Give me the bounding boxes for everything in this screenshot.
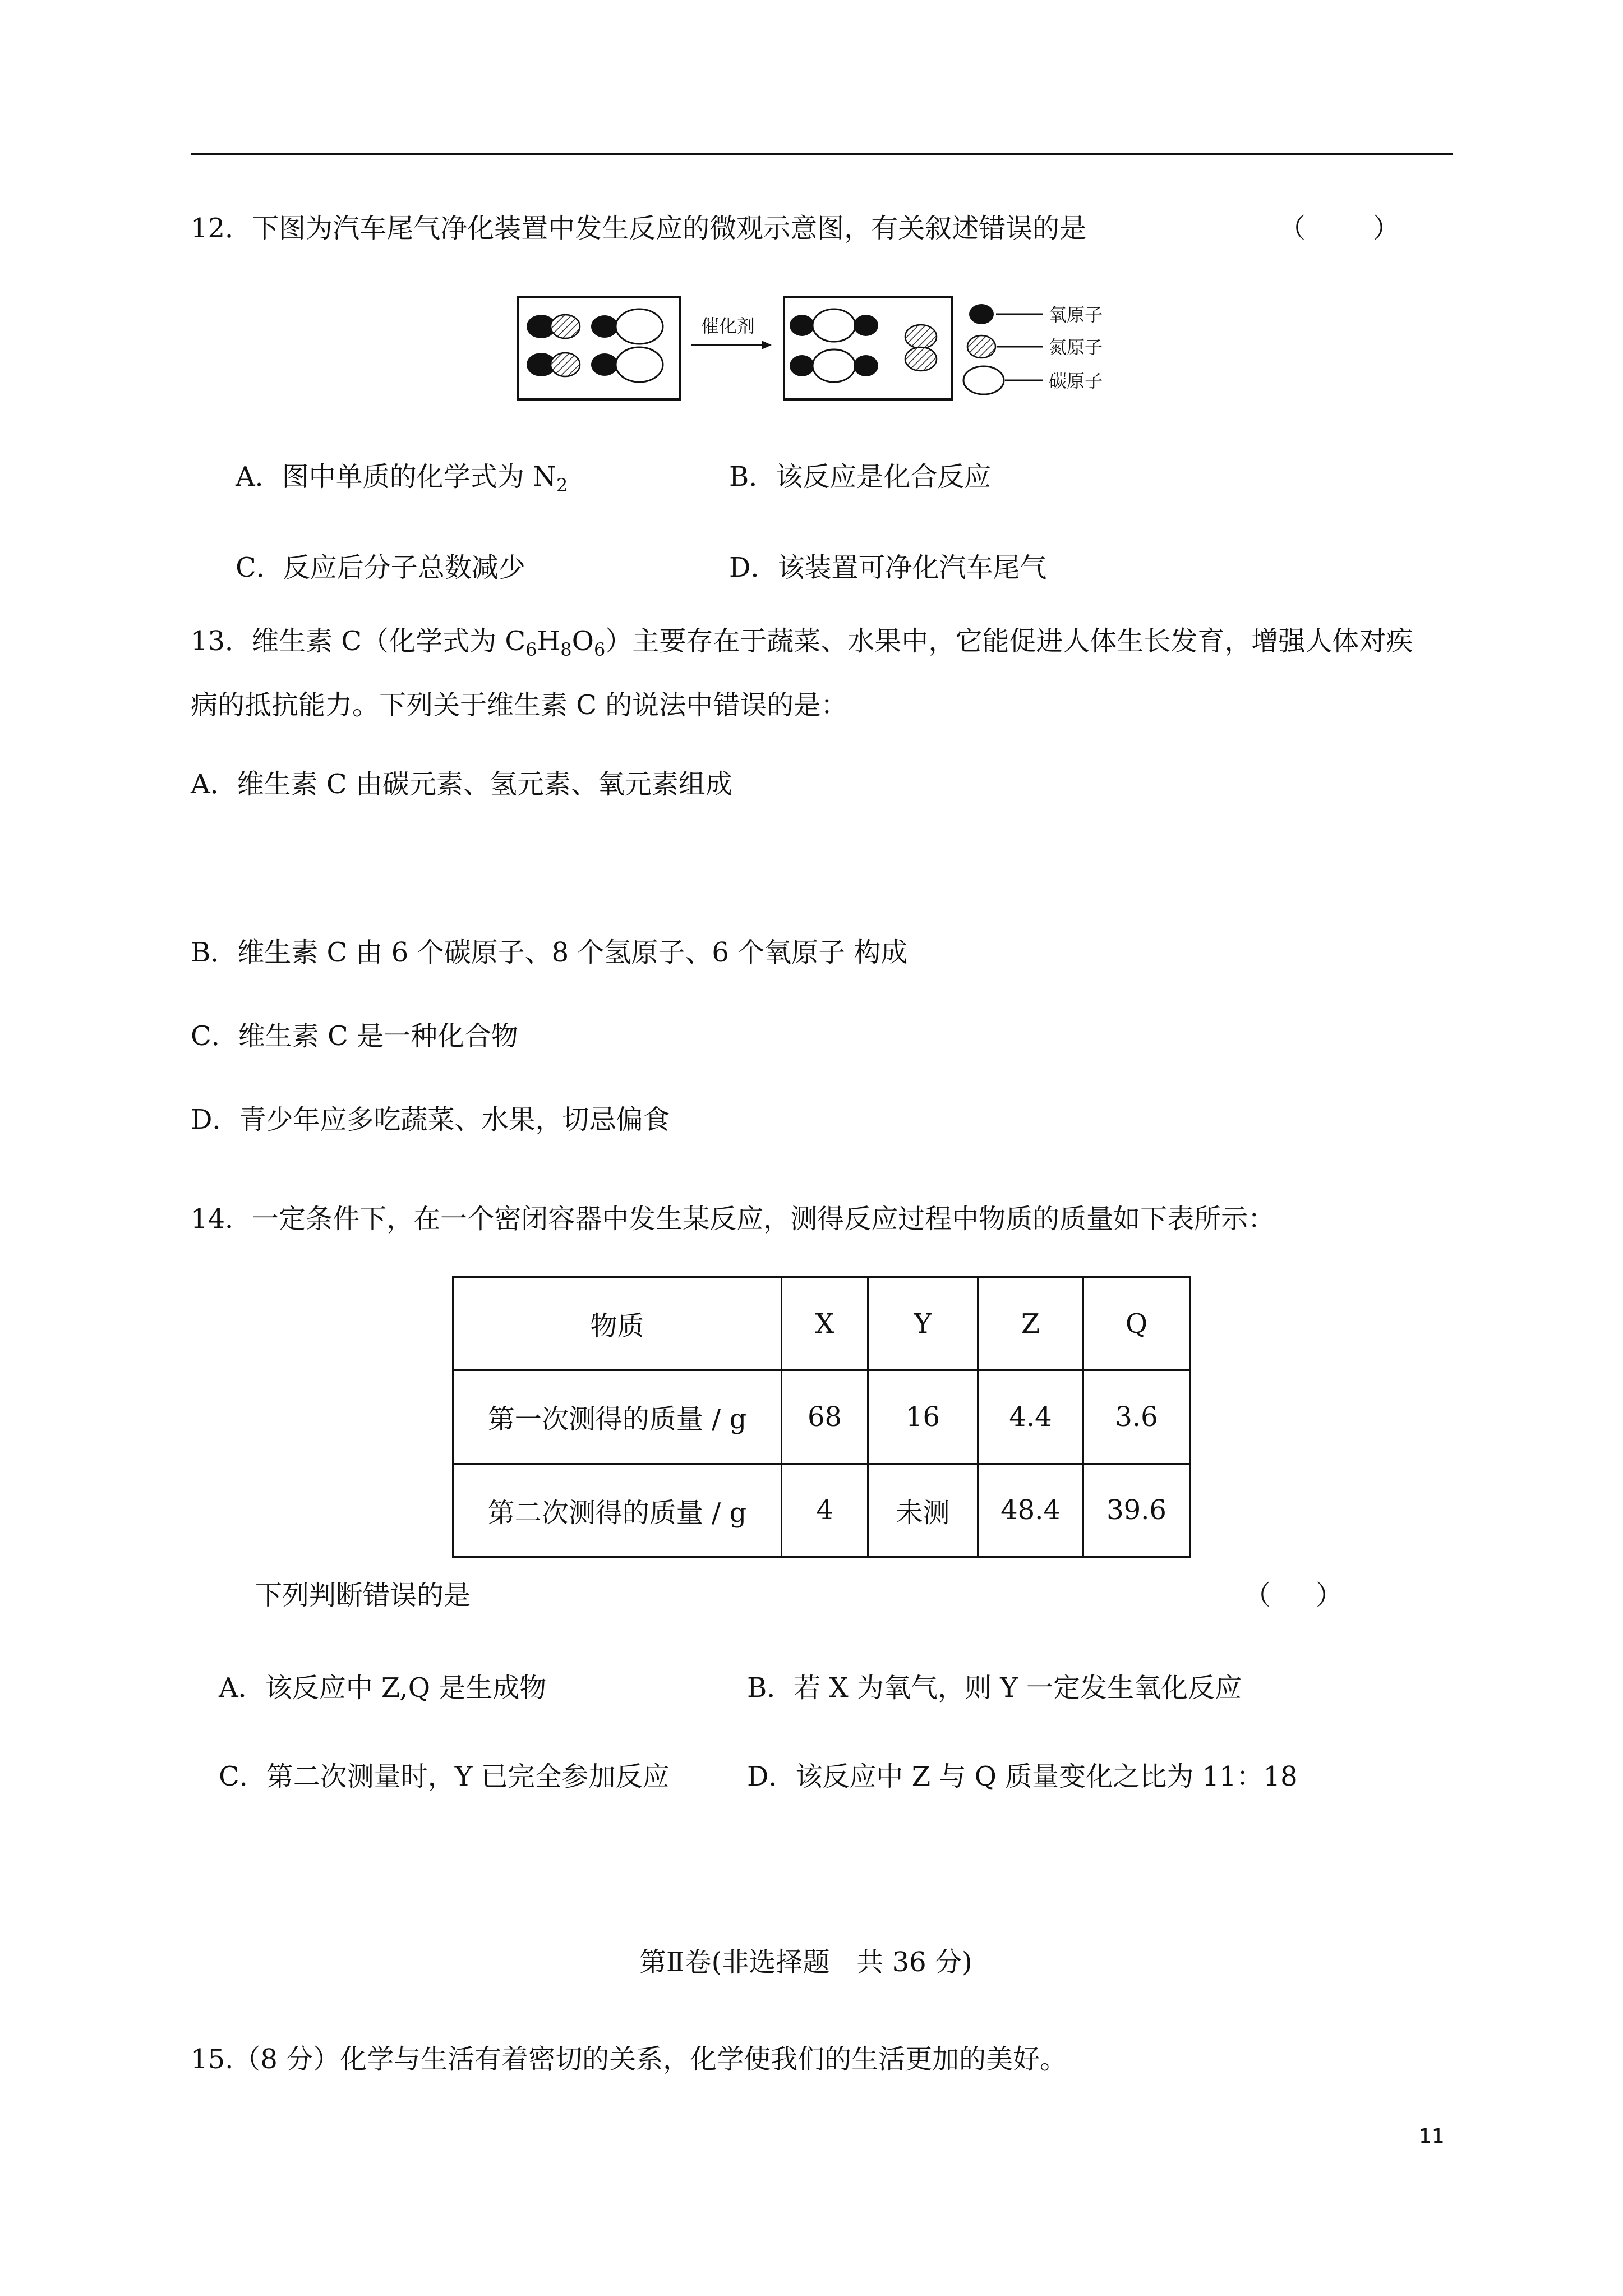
q13-stem-line2: 病的抵抗能力。下列关于维生素 C 的说法中错误的是： <box>191 689 848 721</box>
table-header-cell: 物质 <box>453 1277 782 1370</box>
q13-sub-o: 6 <box>594 639 606 660</box>
q13-formula-h: H <box>537 625 561 657</box>
table-cell: 39.6 <box>1083 1464 1190 1557</box>
bracket-close: ） <box>1316 1580 1343 1611</box>
legend-oxygen <box>969 304 1103 325</box>
q14-option-b: B．若 X 为氧气，则 Y 一定发生氧化反应 <box>747 1672 1242 1704</box>
header-rule <box>191 153 1453 155</box>
table-header-cell: Q <box>1083 1277 1190 1370</box>
q12-option-a-text: A．图中单质的化学式为 N <box>236 461 556 493</box>
reaction-arrow-head <box>762 341 772 349</box>
q12-option-c: C．反应后分子总数减少 <box>236 552 525 583</box>
table-cell: 4.4 <box>978 1370 1083 1464</box>
q12-option-d: D．该装置可净化汽车尾气 <box>729 552 1047 583</box>
page-number: 11 <box>1419 2125 1445 2148</box>
q12-option-a-subscript: 2 <box>556 475 568 496</box>
q12-stem-text: 12．下图为汽车尾气净化装置中发生反应的微观示意图，有关叙述错误的是 <box>191 213 1087 244</box>
table-cell: 第二次测得的质量 / g <box>453 1464 782 1557</box>
legend-carbon <box>963 366 1103 394</box>
q13-sub-c: 6 <box>525 639 537 660</box>
q14-option-d: D．该反应中 Z 与 Q 质量变化之比为 11：18 <box>747 1761 1298 1792</box>
table-cell: 4 <box>782 1464 868 1557</box>
q14-answer-bracket <box>1244 1579 1343 1612</box>
q13-option-d: D．青少年应多吃蔬菜、水果，切忌偏食 <box>191 1104 670 1135</box>
section2-title: 第Ⅱ卷(非选择题 共 36 分) <box>639 1947 972 1978</box>
q14-option-c: C．第二次测量时，Y 已完全参加反应 <box>219 1761 670 1792</box>
q13-option-a: A．维生素 C 由碳元素、氢元素、氧元素组成 <box>191 769 732 800</box>
table-header-row <box>453 1277 1190 1370</box>
table-cell: 68 <box>782 1370 868 1464</box>
legend-oxygen-label: 氧原子 <box>1049 304 1103 325</box>
bracket-open: （ <box>1279 213 1306 244</box>
table-cell: 未测 <box>868 1464 978 1557</box>
q13-stem-line1 <box>191 624 1413 658</box>
legend-nitrogen-label: 氮原子 <box>1049 337 1103 358</box>
q14-stem: 14．一定条件下，在一个密闭容器中发生某反应，测得反应过程中物质的质量如下表所示： <box>191 1203 1275 1235</box>
table-cell: 3.6 <box>1083 1370 1190 1464</box>
q15-stem: 15.（8 分）化学与生活有着密切的关系，化学使我们的生活更加的美好。 <box>191 2044 1067 2075</box>
q13-option-c: C．维生素 C 是一种化合物 <box>191 1020 518 1052</box>
table-row <box>453 1464 1190 1557</box>
q12-stem <box>191 211 1086 245</box>
table-cell: 48.4 <box>978 1464 1083 1557</box>
reactants-box <box>518 297 680 399</box>
legend-nitrogen <box>967 335 1103 358</box>
table-header-cell: Z <box>978 1277 1083 1370</box>
q12-option-b: B．该反应是化合反应 <box>729 461 992 493</box>
q12-option-a <box>236 460 568 494</box>
q12-reaction-diagram <box>516 292 1144 407</box>
q13-formula-o: O <box>571 625 594 657</box>
bracket-close: ） <box>1373 213 1400 244</box>
q13-stem-part1: 13．维生素 C（化学式为 C <box>191 625 526 657</box>
table-cell: 16 <box>868 1370 978 1464</box>
q12-answer-bracket <box>1279 211 1400 245</box>
table-header-cell: X <box>782 1277 868 1370</box>
q14-option-a: A．该反应中 Z,Q 是生成物 <box>219 1672 547 1704</box>
q14-mass-table <box>452 1276 1191 1558</box>
table-row <box>453 1370 1190 1464</box>
catalyst-label: 催化剂 <box>700 315 755 337</box>
q13-option-b: B．维生素 C 由 6 个碳原子、8 个氢原子、6 个氧原子 构成 <box>191 937 908 968</box>
table-header-cell: Y <box>868 1277 978 1370</box>
table-cell: 第一次测得的质量 / g <box>453 1370 782 1464</box>
q14-prompt: 下列判断错误的是 <box>255 1580 471 1611</box>
q13-sub-h: 8 <box>560 639 572 660</box>
legend-carbon-label: 碳原子 <box>1049 370 1103 392</box>
q13-stem-part2: ）主要存在于蔬菜、水果中，它能促进人体生长发育，增强人体对疾 <box>605 625 1413 657</box>
bracket-open: （ <box>1244 1580 1271 1611</box>
